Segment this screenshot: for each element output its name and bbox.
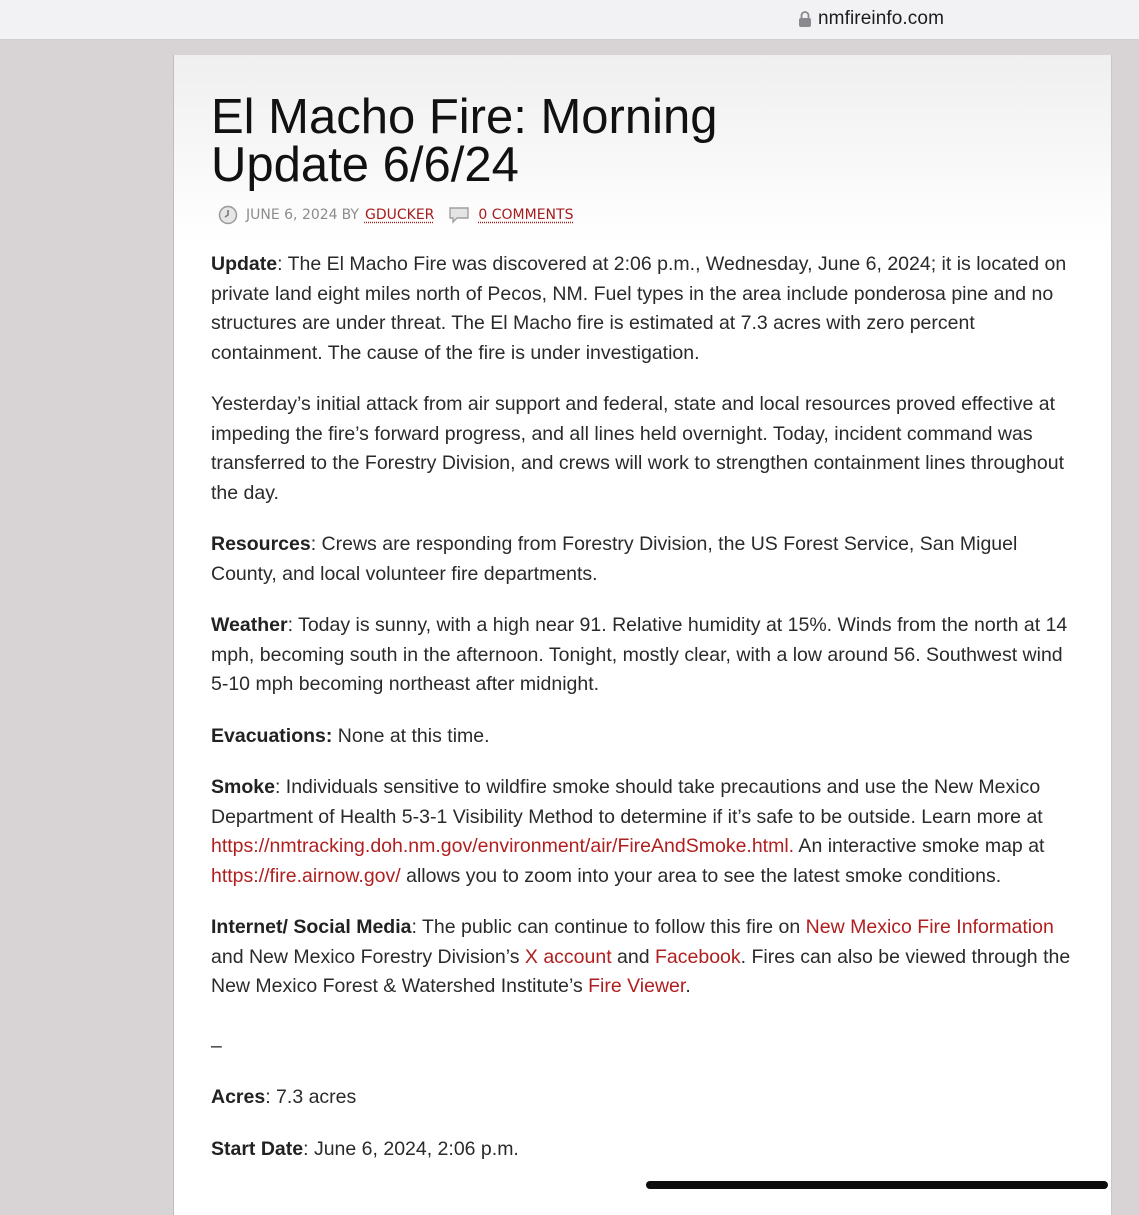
fire-viewer-link[interactable]: Fire Viewer: [588, 975, 686, 997]
comment-icon: [448, 206, 470, 224]
post-by: BY: [341, 207, 359, 223]
nm-fire-information-link[interactable]: New Mexico Fire Information: [805, 916, 1054, 938]
url-field[interactable]: [798, 7, 944, 31]
update-text: : The El Macho Fire was discovered at 2:06 p.m., Wednesday, June 6, 2024; it is located on private land eight miles north of Pecos, NM. Fuel types in the area include ponderosa pine and no structures are under threat. The El Macho fire is estimated at 7.3 acres with zero percent containment. The cause of the fire is under investigation.: [211, 253, 1067, 364]
evacuations-paragraph: [211, 722, 1081, 752]
resources-text: : Crews are responding from Forestry Division, the US Forest Service, San Miguel County, and local volunteer fire departments.: [211, 533, 1018, 585]
airnow-link[interactable]: https://fire.airnow.gov/: [211, 864, 401, 887]
social-label: Internet/ Social Media: [211, 916, 412, 938]
social-text-3: and: [611, 945, 656, 968]
smoke-text-3: allows you to zoom into your area to see the latest smoke conditions.: [400, 864, 1002, 887]
social-text-4: . Fires can also be viewed through the New Mexico Forest & Watershed Institute’s: [211, 945, 1071, 997]
evacuations-label: Evacuations:: [211, 724, 333, 747]
weather-paragraph: [211, 611, 1081, 700]
facebook-link[interactable]: Facebook: [655, 945, 741, 968]
social-text-2: and New Mexico Forestry Division’s: [211, 945, 525, 968]
post-meta: [218, 205, 573, 225]
url-text: nmfireinfo.com: [818, 8, 944, 29]
post-date: JUNE 6, 2024: [246, 207, 338, 223]
evacuations-text: None at this time.: [332, 724, 490, 747]
smoke-text-1: : Individuals sensitive to wildfire smoke should take precautions and use the New Mexico Department of Health 5-3-1 Visibility Method to determine if it’s safe to be outside. Learn more at: [211, 776, 1043, 828]
weather-text: : Today is sunny, with a high near 91. Relative humidity at 15%. Winds from the north at 14 mph, becoming south in the afternoon. Tonight, mostly clear, with a low around 56. Southwest wind 5-10 mph becoming northeast after midnight.: [211, 614, 1068, 695]
separator-dash: –: [211, 1034, 222, 1057]
nmtracking-link[interactable]: https://nmtracking.doh.nm.gov/environment/air/FireAndSmoke.html.: [211, 835, 795, 857]
smoke-label: Smoke: [211, 776, 275, 798]
comments-link[interactable]: 0 COMMENTS: [478, 207, 574, 223]
acres-label: Acres: [211, 1086, 266, 1108]
article-body: [211, 250, 1081, 1186]
resources-paragraph: [211, 530, 1081, 589]
post-author-link[interactable]: GDUCKER: [364, 207, 435, 223]
article-card: [173, 55, 1112, 1215]
social-paragraph: [211, 913, 1081, 1002]
start-date-text: : June 6, 2024, 2:06 p.m.: [303, 1137, 519, 1160]
clock-icon: [218, 205, 238, 225]
home-indicator-bar[interactable]: [646, 1181, 1108, 1189]
yesterday-paragraph: Yesterday’s initial attack from air support and federal, state and local resources proved effective at impeding the fire’s forward progress, and all lines held overnight. Today, incident command was transferred to the Forestry Division, and crews will work to strengthen containment lines throughout the day.: [211, 393, 1064, 504]
acres-text: : 7.3 acres: [265, 1086, 357, 1108]
social-text-1: : The public can continue to follow this fire on: [411, 916, 806, 938]
social-text-5: .: [685, 975, 691, 997]
acres-paragraph: [211, 1083, 1081, 1113]
browser-address-bar: [0, 0, 1139, 40]
resources-label: Resources: [211, 533, 311, 555]
weather-label: Weather: [211, 614, 288, 636]
page-title: El Macho Fire: Morning Update 6/6/24: [211, 90, 718, 192]
start-date-label: Start Date: [211, 1137, 304, 1160]
update-label: Update: [211, 253, 278, 275]
smoke-paragraph: [211, 773, 1081, 891]
update-paragraph: [211, 250, 1081, 368]
start-date-paragraph: [211, 1135, 1081, 1165]
x-account-link[interactable]: X account: [524, 945, 612, 968]
smoke-text-2: An interactive smoke map at: [794, 835, 1045, 857]
lock-icon: [798, 10, 812, 28]
